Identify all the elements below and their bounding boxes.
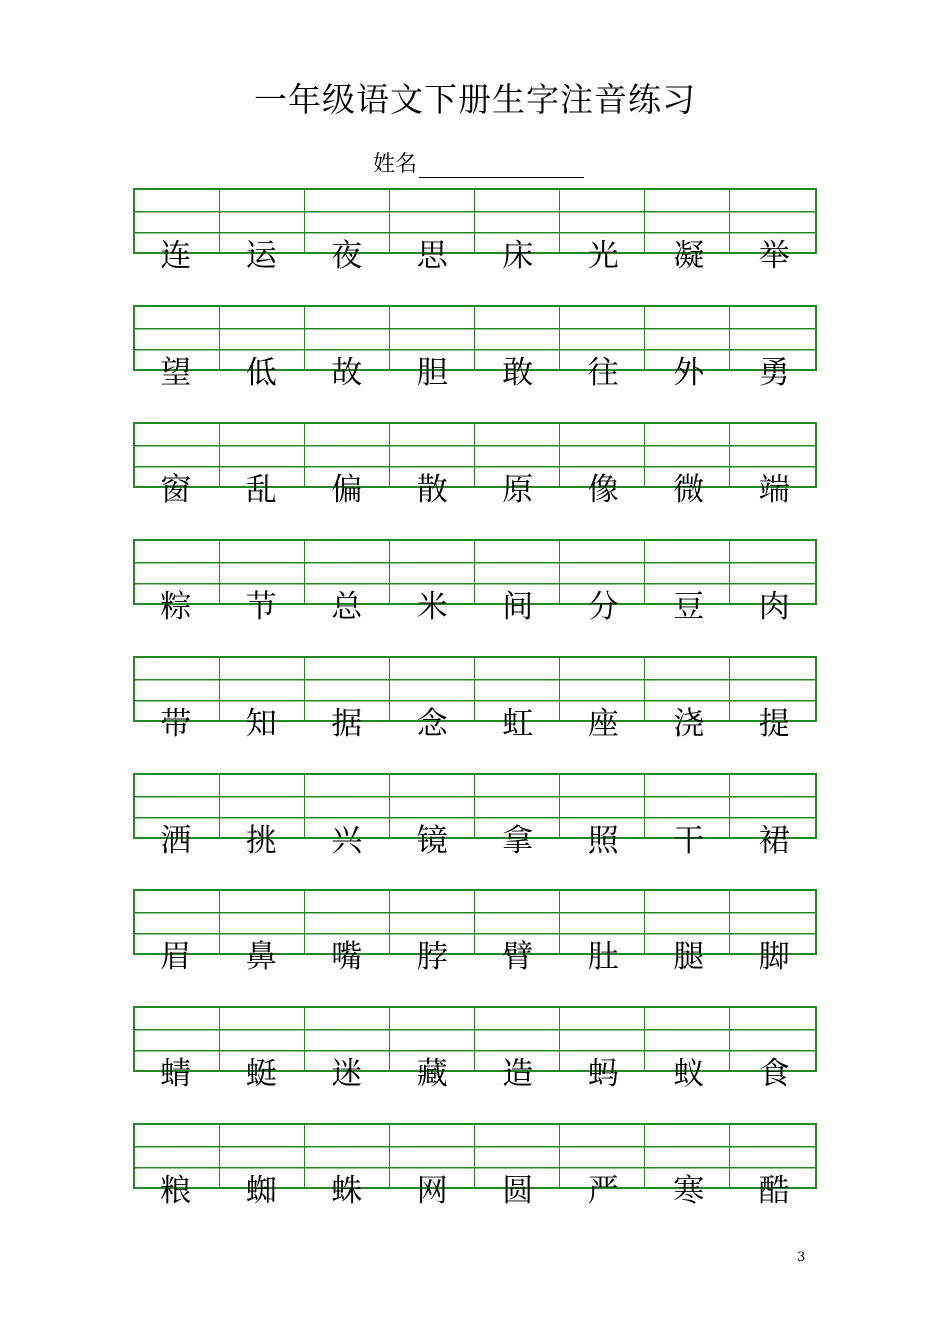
hanzi-character: 胆 [416, 355, 448, 391]
character-row [133, 353, 817, 393]
hanzi-character: 蚁 [673, 1056, 705, 1092]
hanzi-character: 端 [758, 472, 790, 508]
hanzi-character: 节 [245, 589, 277, 625]
hanzi-character: 蜘 [245, 1173, 277, 1209]
hanzi-character: 脖 [416, 939, 448, 975]
hanzi-character: 原 [502, 472, 534, 508]
hanzi-character: 脚 [758, 939, 790, 975]
hanzi-character: 思 [416, 238, 448, 274]
hanzi-character: 低 [245, 355, 277, 391]
character-row [133, 236, 817, 276]
hanzi-character: 干 [673, 823, 705, 859]
hanzi-character: 迷 [331, 1056, 363, 1092]
hanzi-character: 嘴 [331, 939, 363, 975]
name-field[interactable] [373, 142, 584, 178]
character-row [133, 1054, 817, 1094]
hanzi-character: 据 [331, 706, 363, 742]
practice-row [133, 773, 817, 873]
hanzi-character: 圆 [502, 1173, 534, 1209]
practice-row [133, 1006, 817, 1106]
name-blank-line[interactable] [419, 147, 584, 178]
hanzi-character: 腿 [673, 939, 705, 975]
character-row [133, 470, 817, 510]
character-row [133, 704, 817, 744]
hanzi-character: 散 [416, 472, 448, 508]
hanzi-character: 像 [587, 472, 619, 508]
hanzi-character: 知 [245, 706, 277, 742]
hanzi-character: 光 [587, 238, 619, 274]
hanzi-character: 严 [587, 1173, 619, 1209]
hanzi-character: 座 [587, 706, 619, 742]
hanzi-character: 鼻 [245, 939, 277, 975]
hanzi-character: 照 [587, 823, 619, 859]
hanzi-character: 藏 [416, 1056, 448, 1092]
hanzi-character: 挑 [245, 823, 277, 859]
character-row [133, 821, 817, 861]
hanzi-character: 浇 [673, 706, 705, 742]
hanzi-character: 总 [331, 589, 363, 625]
character-row [133, 1171, 817, 1211]
hanzi-character: 往 [587, 355, 619, 391]
hanzi-character: 故 [331, 355, 363, 391]
hanzi-character: 念 [416, 706, 448, 742]
hanzi-character: 举 [758, 238, 790, 274]
name-label: 姓名 [373, 152, 418, 177]
practice-row [133, 422, 817, 522]
hanzi-character: 乱 [245, 472, 277, 508]
hanzi-character: 微 [673, 472, 705, 508]
hanzi-character: 带 [160, 706, 192, 742]
hanzi-character: 勇 [758, 355, 790, 391]
hanzi-character: 提 [758, 706, 790, 742]
character-row [133, 587, 817, 627]
practice-row [133, 188, 817, 288]
hanzi-character: 兴 [331, 823, 363, 859]
hanzi-character: 肉 [758, 589, 790, 625]
hanzi-character: 眉 [160, 939, 192, 975]
hanzi-character: 夜 [331, 238, 363, 274]
hanzi-character: 臂 [502, 939, 534, 975]
hanzi-character: 偏 [331, 472, 363, 508]
hanzi-character: 肚 [587, 939, 619, 975]
hanzi-character: 外 [673, 355, 705, 391]
hanzi-character: 米 [416, 589, 448, 625]
hanzi-character: 酷 [758, 1173, 790, 1209]
hanzi-character: 粽 [160, 589, 192, 625]
hanzi-character: 造 [502, 1056, 534, 1092]
character-row [133, 937, 817, 977]
hanzi-character: 蚂 [587, 1056, 619, 1092]
page-number: 3 [797, 1250, 806, 1265]
hanzi-character: 食 [758, 1056, 790, 1092]
hanzi-character: 裙 [758, 823, 790, 859]
hanzi-character: 粮 [160, 1173, 192, 1209]
hanzi-character: 拿 [502, 823, 534, 859]
hanzi-character: 豆 [673, 589, 705, 625]
hanzi-character: 蜓 [245, 1056, 277, 1092]
hanzi-character: 蛛 [331, 1173, 363, 1209]
hanzi-character: 床 [502, 238, 534, 274]
page-title: 一年级语文下册生字注音练习 [254, 80, 696, 119]
practice-row [133, 889, 817, 989]
hanzi-character: 连 [160, 238, 192, 274]
practice-row [133, 305, 817, 405]
practice-row [133, 1123, 817, 1223]
hanzi-character: 间 [502, 589, 534, 625]
hanzi-character: 分 [587, 589, 619, 625]
hanzi-character: 蜻 [160, 1056, 192, 1092]
hanzi-character: 窗 [160, 472, 192, 508]
hanzi-character: 寒 [673, 1173, 705, 1209]
hanzi-character: 虹 [502, 706, 534, 742]
hanzi-character: 望 [160, 355, 192, 391]
hanzi-character: 网 [416, 1173, 448, 1209]
hanzi-character: 运 [245, 238, 277, 274]
hanzi-character: 镜 [416, 823, 448, 859]
practice-row [133, 656, 817, 756]
practice-row [133, 539, 817, 639]
hanzi-character: 洒 [160, 823, 192, 859]
hanzi-character: 敢 [502, 355, 534, 391]
hanzi-character: 凝 [673, 238, 705, 274]
